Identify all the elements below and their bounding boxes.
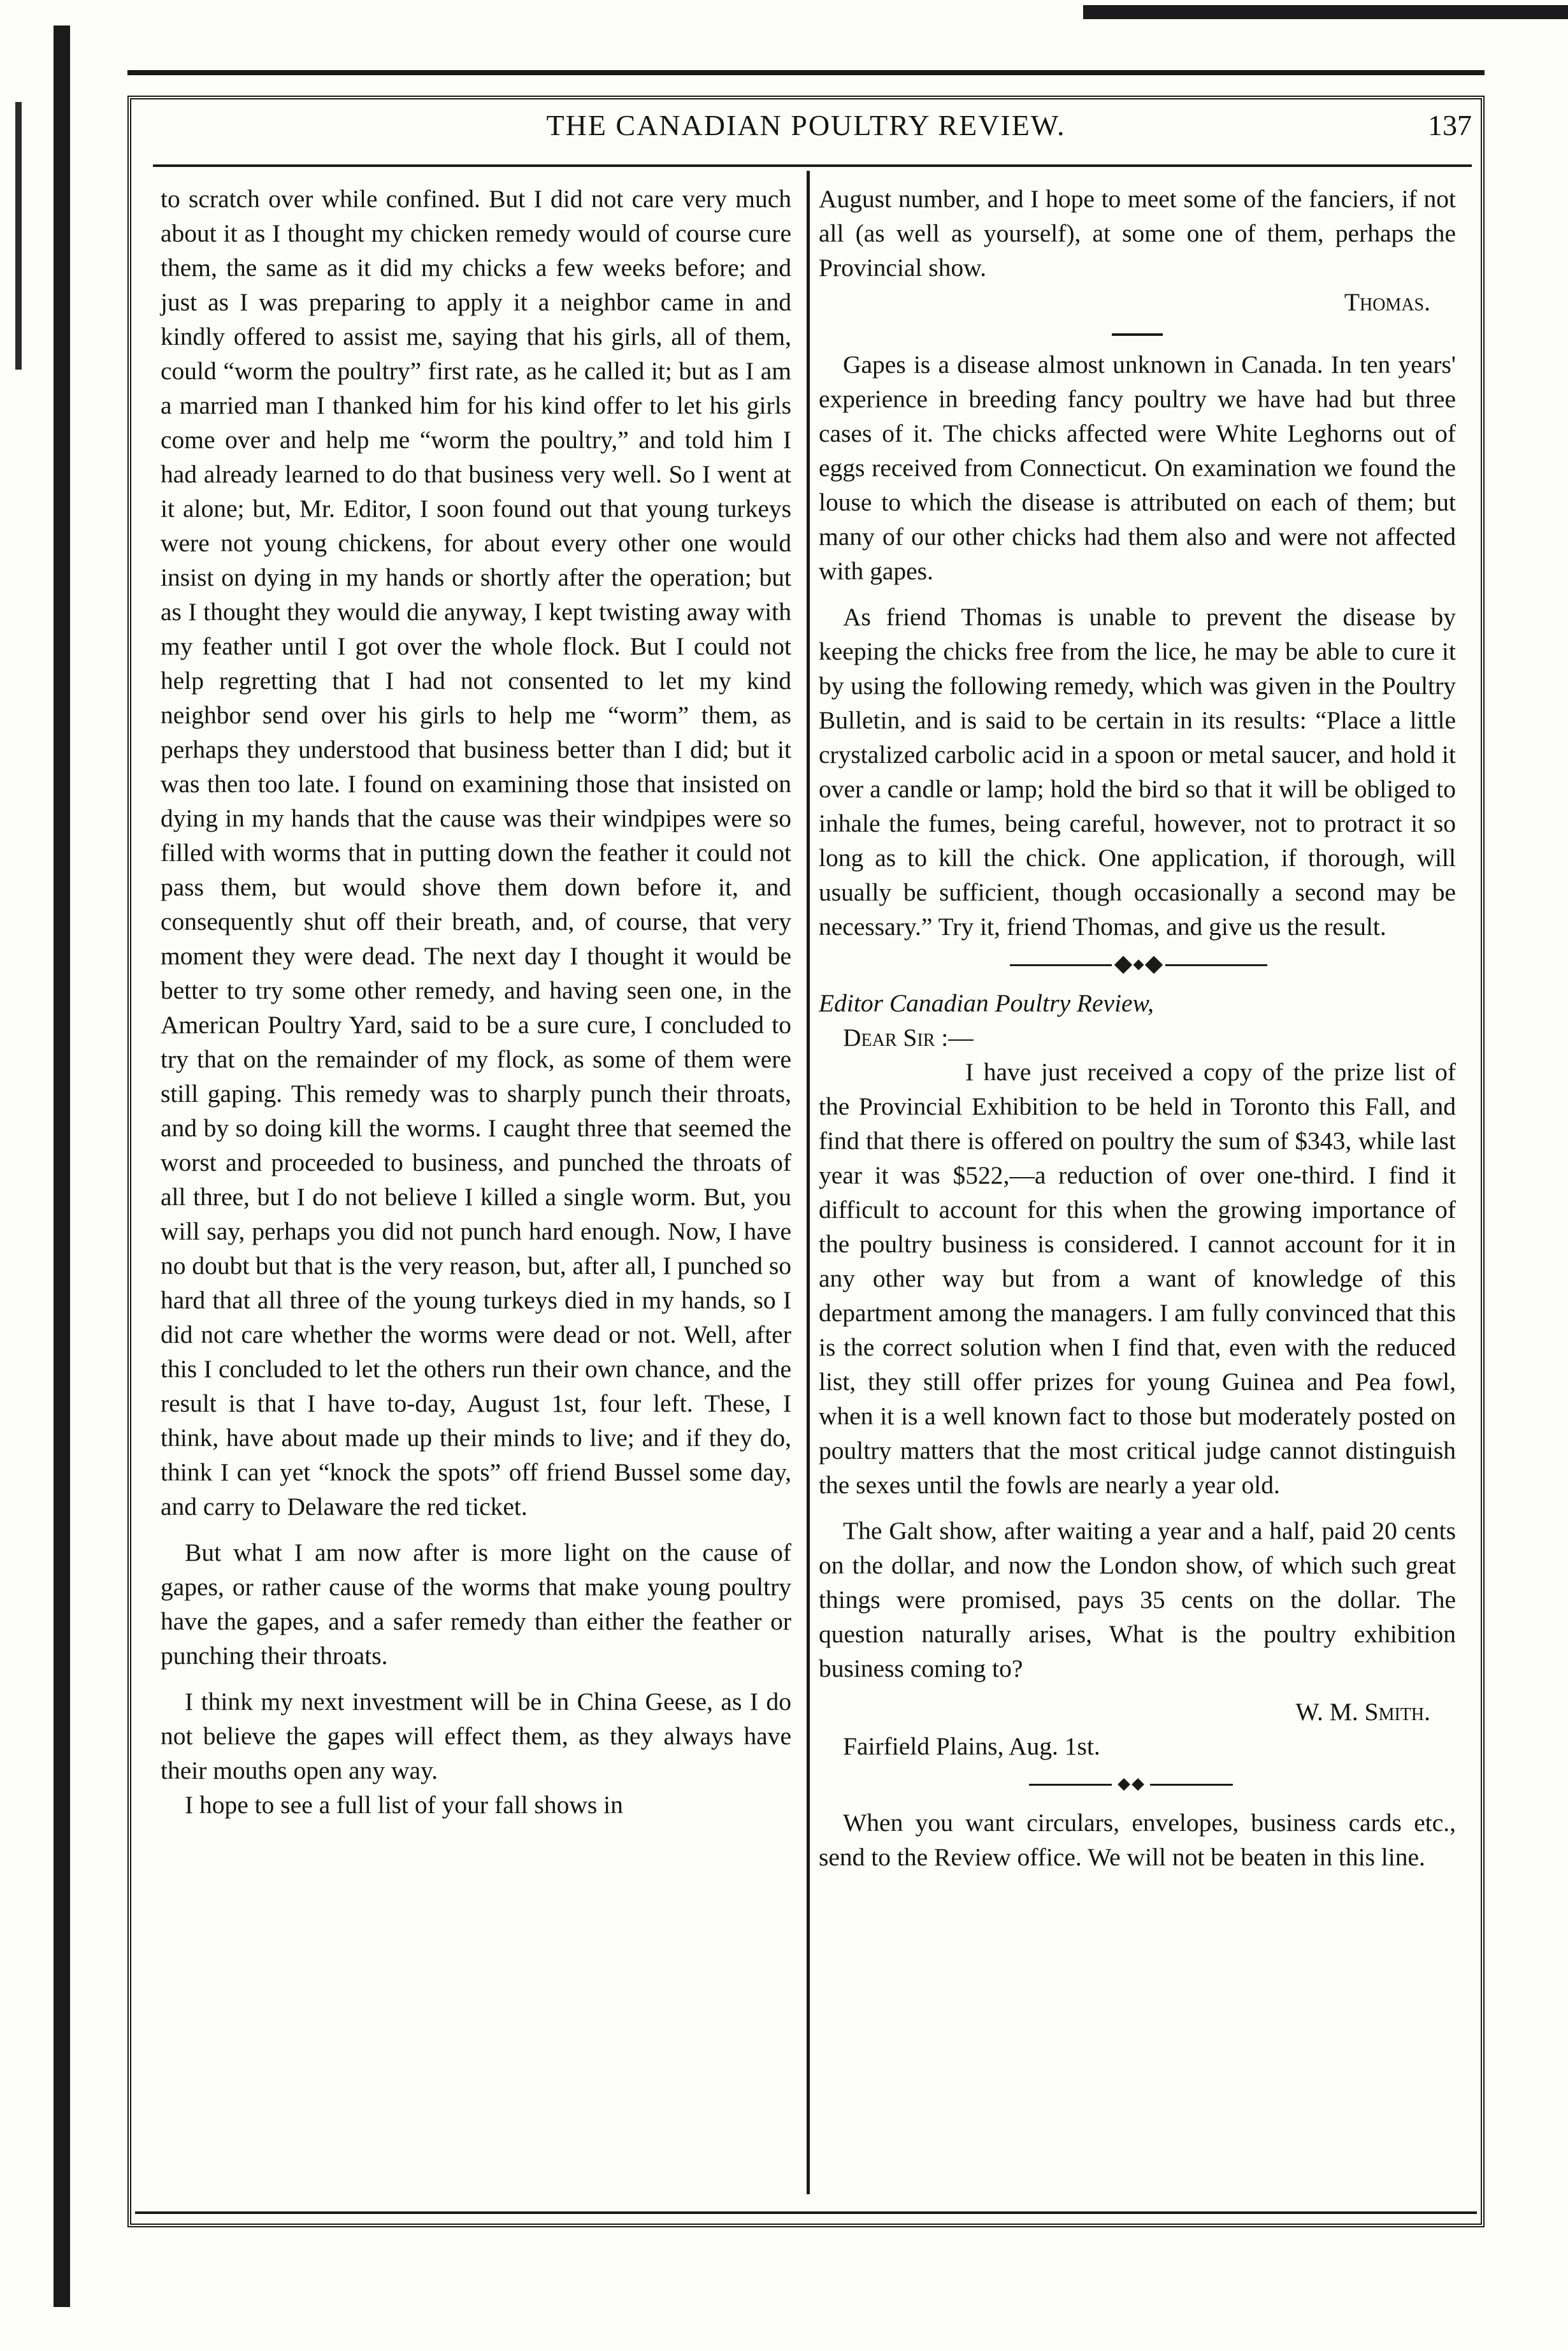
ornament-divider (819, 953, 1456, 978)
header-rule (153, 164, 1472, 167)
paragraph: I think my next investment will be in China Geese, as I do not believe the gapes will effect them, as they always have their mouths open any way. (161, 1688, 791, 1784)
paragraph: I have just received a copy of the prize list of the Provincial Exhibition to be held in Toronto this Fall, and find that there is offered on poultry the sum of $343, while last year it was $522,—a reduction of over one-third. I find it difficult to account for this when the growing importance of the poultry business is considered. I cannot account for it in any other way but from a want of knowledge of this department among the managers. I am fully convinced that this is the correct solution when I find that, even with the reduced list, they still offer prizes for young Guinea and Pea fowl, when it is a well known fact to those but moderately posted on poultry matters that the most critical judge cannot distinguish the sexes until the fowls are nearly a year old. (819, 1058, 1456, 1499)
office-notice: When you want circulars, envelopes, business cards etc., send to the Review office. We will not be beaten in this line. (819, 1809, 1456, 1871)
scan-edge-artifact (15, 102, 22, 370)
paragraph: Gapes is a disease almost unknown in Canada. In ten years' experience in breeding fancy poultry we have had but three cases of it. The chicks affected were White Leghorns out of eggs received from Connecticut. On examination we found the louse to which the disease is attributed on each of them; but many of our other chicks had them also and were not affected with gapes. (819, 351, 1456, 585)
page-number: 137 (1428, 109, 1472, 141)
footer-rule (135, 2211, 1477, 2214)
paragraph: The Galt show, after waiting a year and a half, paid 20 cents on the dollar, and now the London show, of which such great things were promised, pays 35 cents on the dollar. The question naturally arises, What is the poultry exhibition business coming to? (819, 1517, 1456, 1682)
signature: W. M. Smith. (1295, 1698, 1430, 1726)
letter-heading: Editor Canadian Poultry Review, (819, 989, 1154, 1017)
signature: Thomas. (1344, 288, 1430, 316)
column-divider (807, 171, 810, 2194)
section-rule (1112, 333, 1163, 336)
top-rule (127, 70, 1485, 75)
dateline: Fairfield Plains, Aug. 1st. (843, 1732, 1100, 1760)
right-column (819, 182, 1456, 1874)
publication-title: THE CANADIAN POULTRY REVIEW. (546, 109, 1066, 141)
paragraph: I hope to see a full list of your fall shows in (185, 1791, 623, 1819)
ornament-divider (819, 1772, 1456, 1798)
running-head (127, 108, 1485, 159)
scan-edge-artifact (54, 25, 70, 2307)
paragraph: As friend Thomas is unable to prevent the disease by keeping the chicks free from the lice, he may be able to cure it by using the following remedy, which was given in the Poultry Bulletin, and is said to be certain in its results: “Place a little crystalized carbolic acid in a spoon or metal saucer, and hold it over a candle or lamp; hold the bird so that it will be obliged to inhale the fumes, being careful, however, not to protract it so long as to kill the chick. One application, if thorough, will usually be sufficient, though occasionally a second may be necessary.” Try it, friend Thomas, and give us the result. (819, 603, 1456, 941)
scan-edge-artifact (1083, 5, 1568, 19)
paragraph: August number, and I hope to meet some of the fanciers, if not all (as well as yourself), at some one of them, perhaps the Provincial show. (819, 185, 1456, 282)
paragraph: But what I am now after is more light on the cause of gapes, or rather cause of the worms that make young poultry have the gapes, and a safer remedy than either the feather or punching their throats. (161, 1538, 791, 1670)
left-column (161, 182, 791, 1822)
paragraph: to scratch over while confined. But I did not care very much about it as I thought my chicken remedy would of course cure them, the same as it did my chicks a few weeks before; and just as I was preparing to apply it a neighbor came in and kindly offered to assist me, saying that his girls, all of them, could “worm the poultry” first rate, as he called it; but as I am a married man I thanked him for his kind offer to let his girls come over and help me “worm the poultry,” and told him I had already learned to do that business very well. So I went at it alone; but, Mr. Editor, I soon found out that young turkeys were not young chickens, for about every other one would insist on dying in my hands or shortly after the operation; but as I thought they would die anyway, I kept twisting away with my feather until I got over the whole flock. But I could not help regretting that I had not consented to let my kind neighbor send over his girls to help me “worm” them, as perhaps they understood that business better than I did; but it was then too late. I found on examining those that insisted on dying in my hands that the cause was their windpipes were so filled with worms that in putting down the feather it could not pass them, but would shove them down before it, and consequently shut off their breath, and, of course, that very moment they were dead. The next day I thought it would be better to try some other remedy, and having seen one, in the American Poultry Yard, said to be a sure cure, I concluded to try that on the remainder of my flock, as some of them were still gaping. This remedy was to sharply punch their throats, and by so doing kill the worms. I caught three that seemed the worst and proceeded to business, and punched the throats of all three, but I do not believe I killed a single worm. But, you will say, perhaps you did not punch hard enough. Now, I have no doubt but that is the very reason, but, after all, I punched so hard that all three of the young turkeys died in my hands, so I did not care whether the worms were dead or not. Well, after this I concluded to let the others run their own chance, and the result is that I have to-day, August 1st, four left. These, I think, have about made up their minds to live; and if they do, think I can yet “knock the spots” off friend Bussel some day, and carry to Delaware the red ticket. (161, 185, 791, 1521)
salutation: Dear Sir :— (843, 1024, 974, 1052)
